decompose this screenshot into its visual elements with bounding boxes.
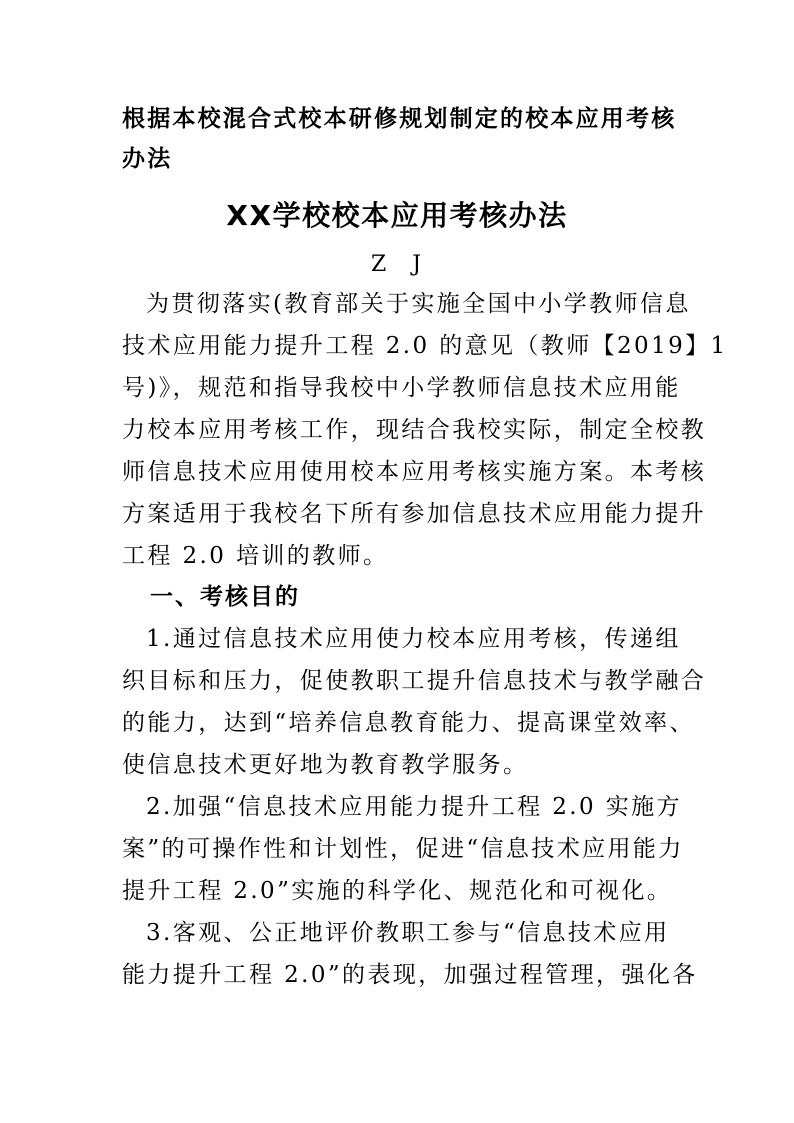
intro-line-4: 力校本应用考核工作，现结合我校实际，制定全校教 [122,417,707,443]
intro-line-3: 号)》，规范和指导我校中小学教师信息技术应用能 [122,375,681,401]
intro-line-7: 工程 2.0 培训的教师。 [122,543,389,569]
header-line-2: 办法 [122,146,173,172]
header-line-1: 根据本校混合式校本研修规划制定的校本应用考核 [122,106,677,132]
document-title: XX学校校本应用考核办法 [226,199,568,232]
intro-line-1: 为贯彻落实(教育部关于实施全国中小学教师信息 [146,291,691,317]
item1-line-1: 1.通过信息技术应用使力校本应用考核，传递组 [146,626,681,652]
item3-line-1: 3.客观、公正地评价教职工参与“信息技术应用 [146,920,670,946]
item1-line-2: 织目标和压力，促使教职工提升信息技术与教学融合 [122,668,707,694]
item2-line-1: 2.加强“信息技术应用能力提升工程 2.0 实施方 [146,794,682,820]
intro-line-2: 技术应用能力提升工程 2.0 的意见（教师【2019】1 [122,333,728,359]
item1-line-4: 使信息技术更好地为教育教学服务。 [122,752,529,778]
intro-line-5: 师信息技术应用使用校本应用考核实施方案。本考核 [122,459,707,485]
item2-line-3: 提升工程 2.0”实施的科学化、规范化和可视化。 [122,878,673,904]
item1-line-3: 的能力，达到“培养信息教育能力、提高课堂效率、 [122,710,695,736]
item2-line-2: 案”的可操作性和计划性，促进“信息技术应用能力 [122,836,684,862]
section-heading-objectives: 一、考核目的 [150,584,300,610]
intro-line-6: 方案适用于我校名下所有参加信息技术应用能力提升 [122,501,707,527]
item3-line-2: 能力提升工程 2.0”的表现，加强过程管理，强化各 [122,962,698,988]
author-line: Z J [370,252,424,277]
